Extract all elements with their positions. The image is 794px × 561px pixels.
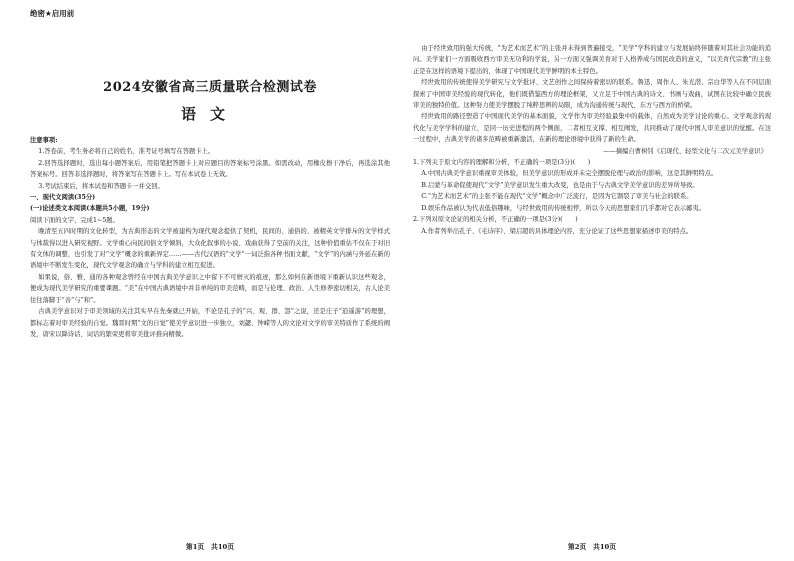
question-1-option-c: C.“为艺术而艺术”的主张不能在现代“文学”概念中广泛流行，是因为它割裂了审美与社会的联系。 [421,193,693,201]
secret-label: 绝密★启用前 [30,9,75,18]
left-body [30,135,390,340]
passage-paragraph: 晚清至五四时期的文化转型，为古典形态的文学被建构为现代观念提供了契机，民间的、通俗的、被精英文学排斥的文学样式与体裁得以进入研究视野。文学重心向民间俗文学倾斜，大众化叙事的小说、戏曲获得了空前的关注，这种价值重估不仅在于对旧有文体的调整，也引发了对“文学”概念的重新界定……——古代汉语的“文学”一词泛指各种书面文献，“文学”的内涵与外延在新的语境中不断发生变化，现代文学观念的确立与学科的建立相互促进。 [30,228,390,270]
passage-paragraph: 如果说，俗、雅、通的各种观念曾经在中国古典美学意识之中留下不可磨灭的痕迹，那么如何在新语境下重新认识这些观念，便成为现代美学研究的重要课题。“美”在中国古典语境中并非单纯的审美范畴，而是与伦理、政治、人生修养密切相关，古人论美往往落脚于“善”与“和”。 [30,273,390,304]
question-1-option-d: D.娱乐作品被认为代表低俗趣味，与经世致用的传统相悖，所以今天的思想家们几乎都对它表示鄙夷。 [421,204,706,212]
source-citation: ——摘编自曹树钊《启现代、轻型文化与二次元美学意识》 [603,147,767,155]
right-body [413,43,771,237]
reading-instruction: 阅读下面的文字，完成1~5题。 [30,216,119,224]
question-1-option-a: A.中国古典美学意识重视审美体验，但美学意识的形成并未完全摆脱伦理与政治的影响，这是其鲜明特点。 [421,170,718,178]
notice-item: 1.答卷前，考生务必将自己的姓名、准考证号填写在答题卡上。 [38,148,215,156]
subject-title: 语文 [180,105,239,123]
notice-item: 3.考试结束后，将本试卷和答题卡一并交回。 [38,182,164,190]
question-1: 1.下列关于原文内容的理解和分析，不正确的一项是(3分)( ) [413,159,591,167]
right-page [413,0,771,561]
section-heading: 一、现代文阅读(35分) [30,194,96,202]
exam-title: 2024安徽省高三质量联合检测试卷 [103,80,317,95]
question-2-option-a: A.作者列举出孔子、《毛诗序》、梁启超的具体理论内容，充分论证了这些思想家描述审美的特点。 [421,227,693,235]
subsection-heading: (一)论述类文本阅读(本题共5小题，19分) [30,205,150,213]
notice-heading: 注意事项: [30,137,58,144]
notice-item: 2.回答选择题时，选出每小题答案后，用铅笔把答题卡上对应题目的答案标号涂黑。如需改动，用橡皮擦干净后，再选涂其他答案标号。回答非选择题时，将答案写在答题卡上。写在本试卷上无效。 [30,159,390,179]
passage-paragraph: 经世致用的传统使得美学研究与文学批评、文艺创作之间保持着密切的联系。鲁迅、周作人、朱光潜、宗白华等人在不同层面探索了中国审美经验的现代转化，他们既借鉴西方的理论框架，又立足于中国古典的诗文、书画与戏曲，试图在比较中确立民族审美的独特价值。这种努力使美学摆脱了纯粹思辨的局限，成为沟通传统与现代、东方与西方的桥梁。 [413,79,771,110]
passage-paragraph: 古典美学意识对于审美领域的关注其实早在先秦就已开始，不论是孔子的“兴、观、群、怨”之说，还是庄子“逍遥游”的理想，都标志着对审美经验的自觉。魏晋时期“文的自觉”使美学意识进一步独立，刘勰、钟嵘等人的文论对文学的审美特质作了系统的阐发，唐宋以降诗话、词话的繁荣更将审美批评推向精微。 [30,308,390,338]
passage-paragraph: 经世致用的路径塑造了中国现代美学的基本面貌，文学作为审美经验最集中的载体，自然成为美学讨论的重心。文学观念的现代化与美学学科的建立，是同一历史进程的两个侧面，二者相互支撑、相互阐发，共同推动了现代中国人审美意识的觉醒。在这一过程中，古典美学的诸多范畴被重新激活，在新的理论语境中获得了新的生命。 [413,113,771,144]
passage-paragraph: 由于经世致用的强大传统，“为艺术而艺术”的主张并未得到普遍接受，“美学”学科的建立与发展始终伴随着对其社会功能的追问。美学家们一方面吸收西方审美无功利的学说，另一方面又强调美育对于人格养成与国民改造的意义，“以美育代宗教”的主张正是在这样的语境下提出的，体现了中国现代美学鲜明的本土特色。 [413,45,771,75]
page-footer: 第1页 共10页 [185,543,235,551]
page-footer: 第2页 共10页 [567,543,617,551]
question-1-option-b: B.启蒙与革命促使现代“文学”美学意识发生重大改变，也是由于与古典文学美学意识的差异所导致。 [421,181,699,189]
left-page [30,0,390,561]
question-2: 2.下列对原文论证的相关分析，不正确的一项是(3分)( ) [413,216,578,224]
